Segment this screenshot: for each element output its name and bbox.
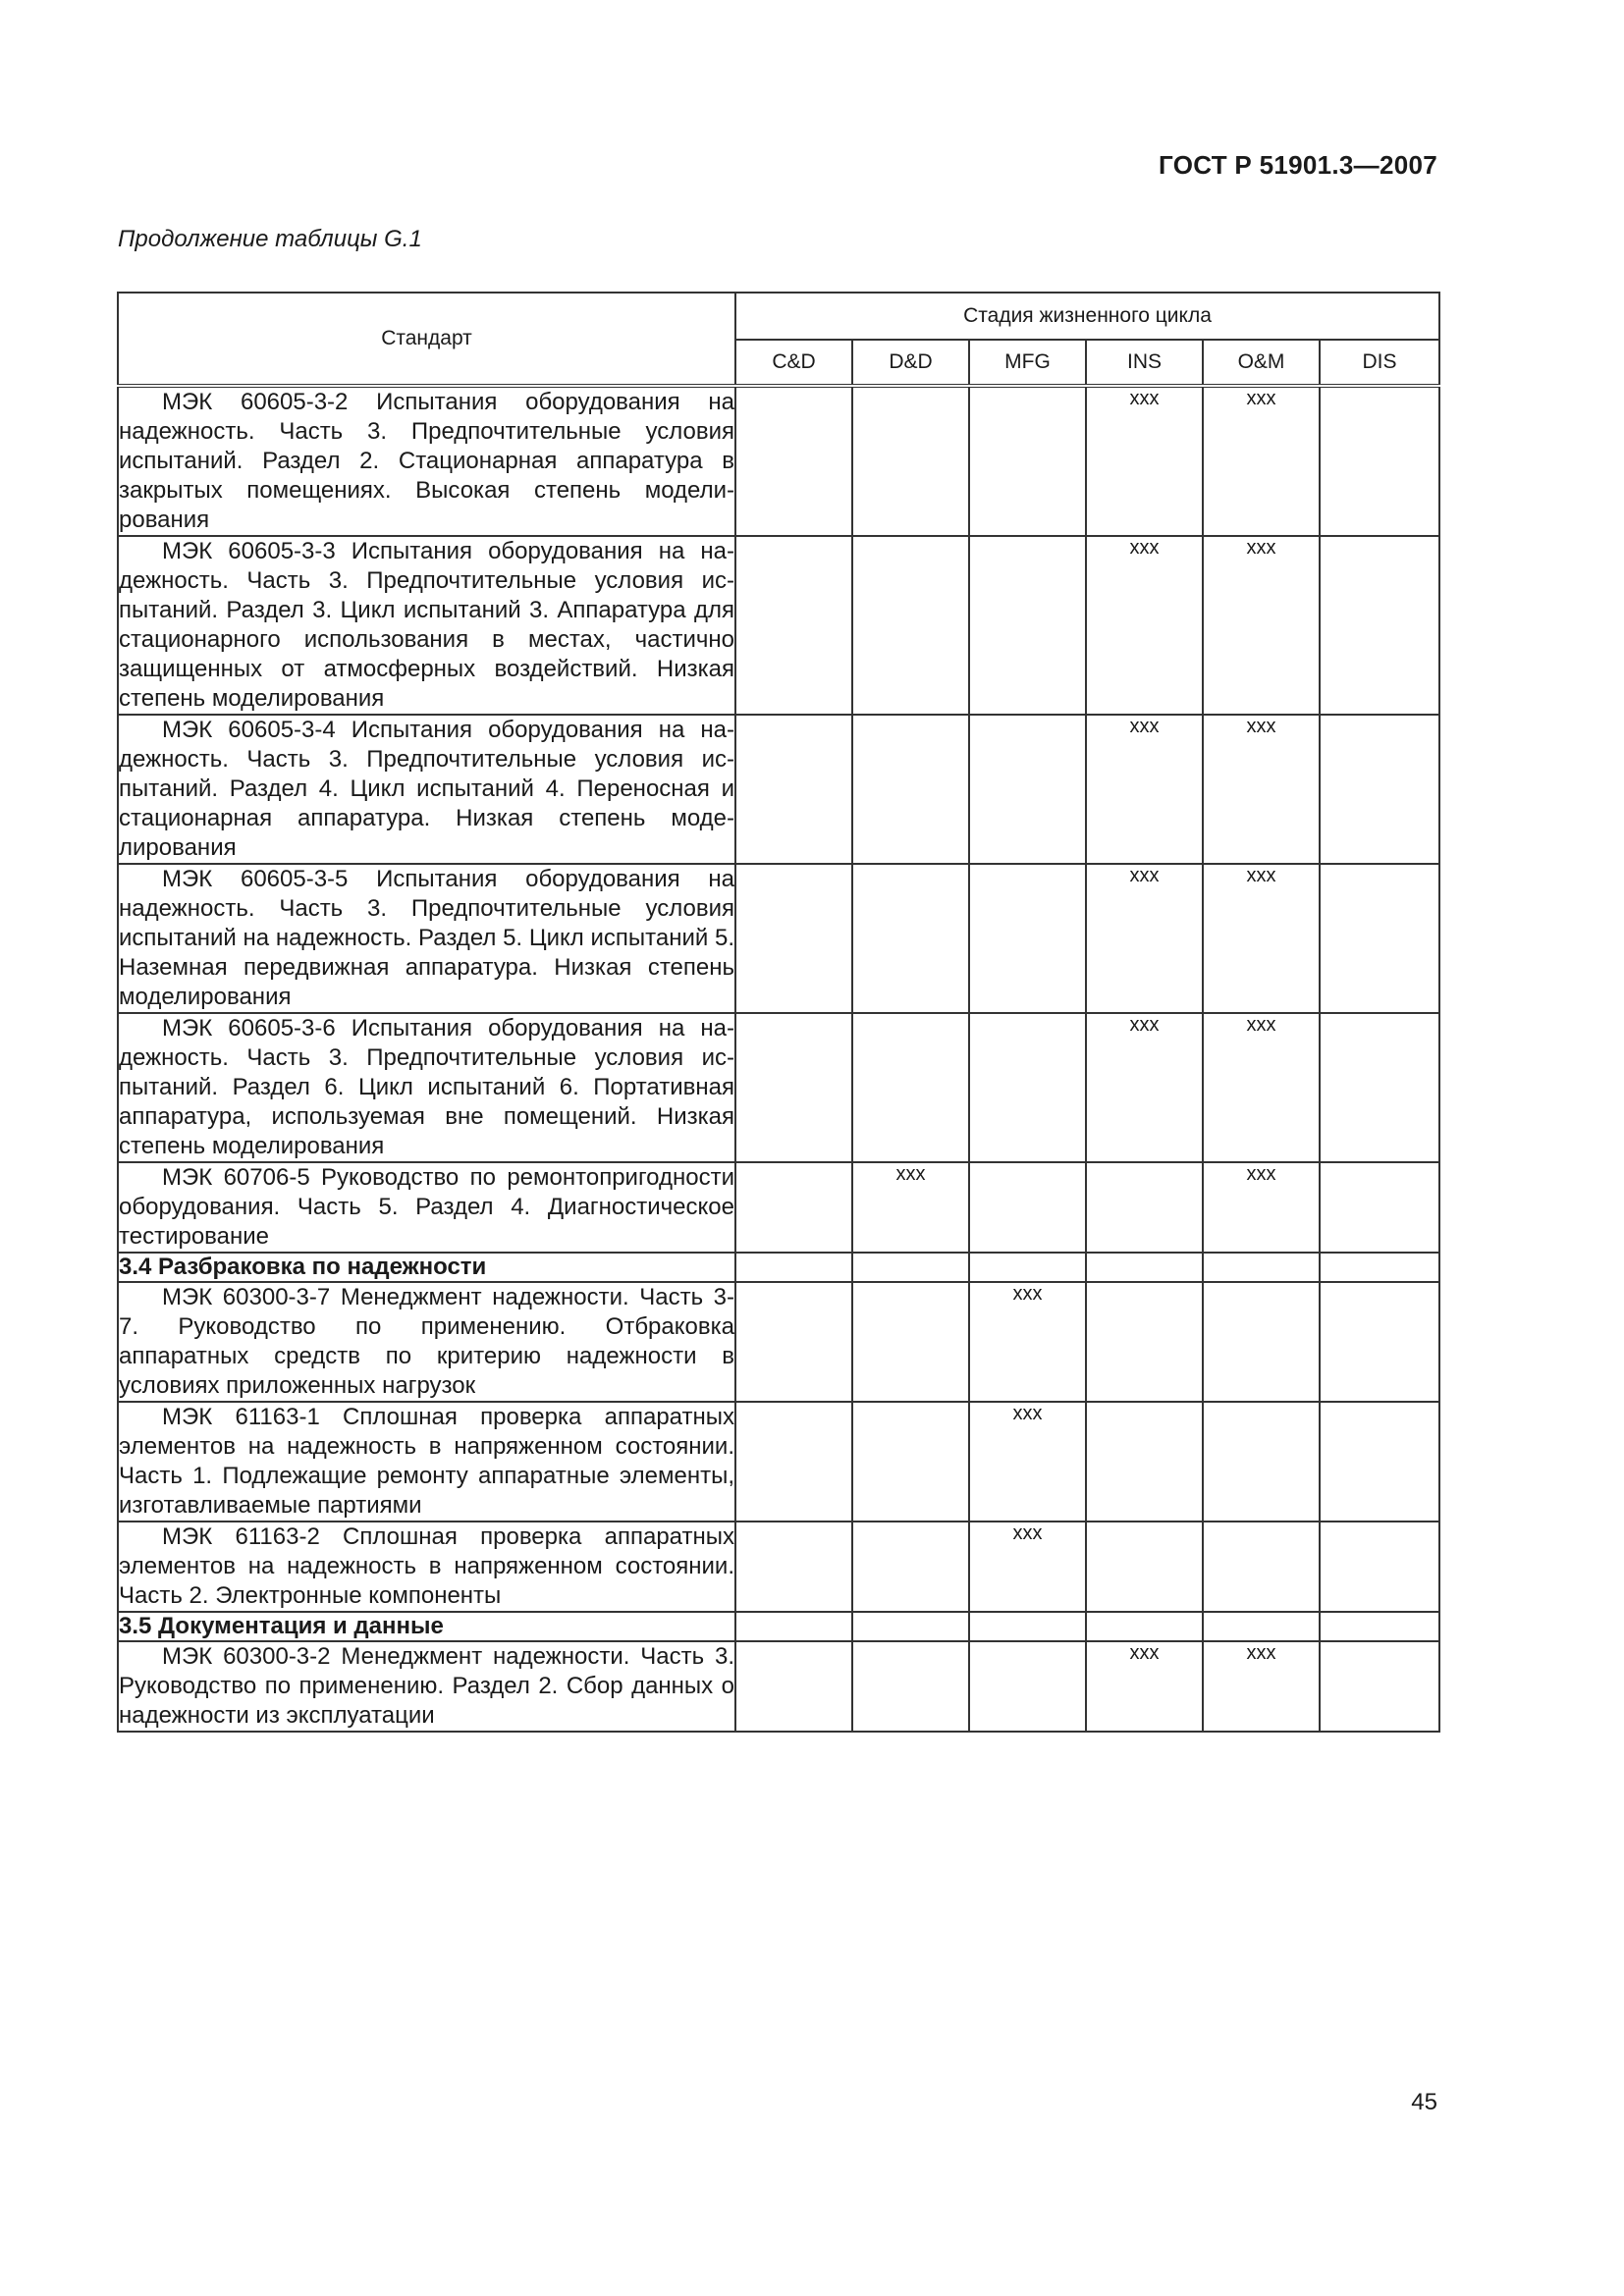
standard-description: МЭК 61163-2 Сплошная проверка аппаратных элементов на надежность в напряженном состоянии. Часть 2. Электронные компоненты (119, 1523, 734, 1609)
stage-mark-dis (1320, 1013, 1439, 1162)
table-row (118, 386, 1439, 536)
stage-mark-cd (735, 715, 852, 864)
table-body (118, 386, 1439, 1732)
stage-mark-dd (852, 1253, 969, 1282)
standard-description-cell (118, 536, 735, 715)
standard-description: МЭК 60605-3-3 Испытания оборудования на надежность. Часть 3. Предпочтительные условия испытаний. Раздел 3. Цикл испытаний 3. Аппаратура для стационарного использования в местах, частично защищенных от атмосферных воздействий. Низкая степень моделирования (119, 538, 734, 712)
stage-mark-mfg (969, 1253, 1086, 1282)
standard-description-cell (118, 1162, 735, 1253)
header-stage-cd: C&D (735, 340, 852, 386)
standard-description-cell (118, 715, 735, 864)
stage-mark-dis (1320, 715, 1439, 864)
stage-mark-cd (735, 1641, 852, 1732)
stage-mark-ins (1086, 1402, 1203, 1522)
stage-mark-dis (1320, 1253, 1439, 1282)
table-row (118, 536, 1439, 715)
stage-mark-mfg (969, 1162, 1086, 1253)
stage-mark-dd (852, 1402, 969, 1522)
stage-mark-om: xxx (1203, 386, 1320, 536)
stage-mark-dis (1320, 1402, 1439, 1522)
header-stage-dis: DIS (1320, 340, 1439, 386)
stage-mark-dd: xxx (852, 1162, 969, 1253)
standard-description: МЭК 60605-3-6 Испытания оборудования на надежность. Часть 3. Предпочтительные условия испытаний. Раздел 6. Цикл испытаний 6. Портативная аппаратура, используемая вне помещений. Низкая степень моделирования (119, 1015, 734, 1159)
header-lifecycle-stage: Стадия жизненного цикла (735, 293, 1439, 340)
page-number: 45 (1411, 2089, 1437, 2115)
table-row (118, 1013, 1439, 1162)
stage-mark-dis (1320, 1522, 1439, 1612)
header-standard: Стандарт (118, 293, 735, 386)
standard-description: МЭК 60605-3-5 Испытания оборудования на надежность. Часть 3. Предпочтительные условия испытаний на надежность. Раздел 5. Цикл испытаний 5. Наземная передвижная аппаратура. Низкая степень моделирования (119, 866, 734, 1010)
standard-description-cell (118, 864, 735, 1013)
stage-mark-ins (1086, 1162, 1203, 1253)
section-heading: 3.5 Документация и данные (118, 1612, 735, 1641)
stage-mark-cd (735, 1013, 852, 1162)
stage-mark-mfg: xxx (969, 1282, 1086, 1402)
stage-mark-cd (735, 864, 852, 1013)
table-row (118, 1162, 1439, 1253)
table-section-row (118, 1253, 1439, 1282)
table-row (118, 1522, 1439, 1612)
table-row (118, 1402, 1439, 1522)
standard-description-cell (118, 1522, 735, 1612)
stage-mark-ins (1086, 1282, 1203, 1402)
stage-mark-cd (735, 386, 852, 536)
stage-mark-om (1203, 1282, 1320, 1402)
stage-mark-om (1203, 1253, 1320, 1282)
stage-mark-ins: xxx (1086, 715, 1203, 864)
section-heading: 3.4 Разбраковка по надежности (118, 1253, 735, 1282)
stage-mark-dd (852, 1641, 969, 1732)
table-row (118, 1282, 1439, 1402)
stage-mark-dd (852, 1522, 969, 1612)
standard-description-cell (118, 386, 735, 536)
stage-mark-dis (1320, 1612, 1439, 1641)
standard-description: МЭК 60706-5 Руководство по ремонтопригодности оборудования. Часть 5. Раздел 4. Диагностическое тестирование (119, 1164, 734, 1250)
stage-mark-ins: xxx (1086, 386, 1203, 536)
stage-mark-ins: xxx (1086, 1013, 1203, 1162)
header-stage-mfg: MFG (969, 340, 1086, 386)
stage-mark-cd (735, 1162, 852, 1253)
stage-mark-om: xxx (1203, 1641, 1320, 1732)
stage-mark-mfg: xxx (969, 1522, 1086, 1612)
stage-mark-ins: xxx (1086, 864, 1203, 1013)
standard-description: МЭК 60605-3-2 Испытания оборудования на надежность. Часть 3. Предпочтительные условия испытаний. Раздел 2. Стационарная аппаратура в закрытых помещениях. Высокая степень моделирования (119, 389, 734, 533)
standard-description-cell (118, 1282, 735, 1402)
stage-mark-cd (735, 1402, 852, 1522)
standard-description: МЭК 60300-3-7 Менеджмент надежности. Часть 3-7. Руководство по применению. Отбраковка аппаратных средств по критерию надежности в условиях приложенных нагрузок (119, 1284, 734, 1399)
stage-mark-mfg: xxx (969, 1402, 1086, 1522)
stage-mark-dd (852, 715, 969, 864)
stage-mark-dd (852, 536, 969, 715)
stage-mark-cd (735, 1253, 852, 1282)
stage-mark-cd (735, 536, 852, 715)
table-section-row (118, 1612, 1439, 1641)
standard-description: МЭК 60605-3-4 Испытания оборудования на надежность. Часть 3. Предпочтительные условия испытаний. Раздел 4. Цикл испытаний 4. Переносная и стационарная аппаратура. Низкая степень моделирования (119, 717, 734, 861)
standard-description: МЭК 61163-1 Сплошная проверка аппаратных элементов на надежность в напряженном состоянии. Часть 1. Подлежащие ремонту аппаратные элементы, изготавливаемые партиями (119, 1404, 734, 1519)
table-row (118, 1641, 1439, 1732)
stage-mark-om: xxx (1203, 536, 1320, 715)
stage-mark-cd (735, 1282, 852, 1402)
stage-mark-mfg (969, 864, 1086, 1013)
standards-lifecycle-table (117, 292, 1440, 1733)
stage-mark-om (1203, 1522, 1320, 1612)
stage-mark-dis (1320, 536, 1439, 715)
stage-mark-ins: xxx (1086, 536, 1203, 715)
stage-mark-cd (735, 1522, 852, 1612)
stage-mark-om (1203, 1612, 1320, 1641)
stage-mark-mfg (969, 715, 1086, 864)
stage-mark-dis (1320, 1282, 1439, 1402)
stage-mark-ins (1086, 1253, 1203, 1282)
stage-mark-dis (1320, 1641, 1439, 1732)
header-stage-ins: INS (1086, 340, 1203, 386)
stage-mark-dd (852, 1282, 969, 1402)
stage-mark-dd (852, 386, 969, 536)
table-continuation-caption: Продолжение таблицы G.1 (118, 226, 422, 252)
stage-mark-om: xxx (1203, 1013, 1320, 1162)
header-stage-dd: D&D (852, 340, 969, 386)
stage-mark-ins (1086, 1612, 1203, 1641)
table-row (118, 864, 1439, 1013)
stage-mark-mfg (969, 1612, 1086, 1641)
standard-description-cell (118, 1013, 735, 1162)
stage-mark-dis (1320, 386, 1439, 536)
stage-mark-om: xxx (1203, 864, 1320, 1013)
stage-mark-mfg (969, 536, 1086, 715)
stage-mark-om: xxx (1203, 1162, 1320, 1253)
stage-mark-mfg (969, 1641, 1086, 1732)
standard-description: МЭК 60300-3-2 Менеджмент надежности. Часть 3. Руководство по применению. Раздел 2. Сбор данных о надежности из эксплуатации (119, 1643, 734, 1729)
stage-mark-dd (852, 864, 969, 1013)
stage-mark-dis (1320, 864, 1439, 1013)
stage-mark-mfg (969, 386, 1086, 536)
standard-description-cell (118, 1402, 735, 1522)
stage-mark-dis (1320, 1162, 1439, 1253)
table-row (118, 715, 1439, 864)
stage-mark-om (1203, 1402, 1320, 1522)
stage-mark-dd (852, 1013, 969, 1162)
header-stage-om: O&M (1203, 340, 1320, 386)
document-code: ГОСТ Р 51901.3—2007 (1159, 150, 1437, 180)
stage-mark-ins: xxx (1086, 1641, 1203, 1732)
stage-mark-mfg (969, 1013, 1086, 1162)
stage-mark-ins (1086, 1522, 1203, 1612)
stage-mark-dd (852, 1612, 969, 1641)
stage-mark-cd (735, 1612, 852, 1641)
standard-description-cell (118, 1641, 735, 1732)
stage-mark-om: xxx (1203, 715, 1320, 864)
